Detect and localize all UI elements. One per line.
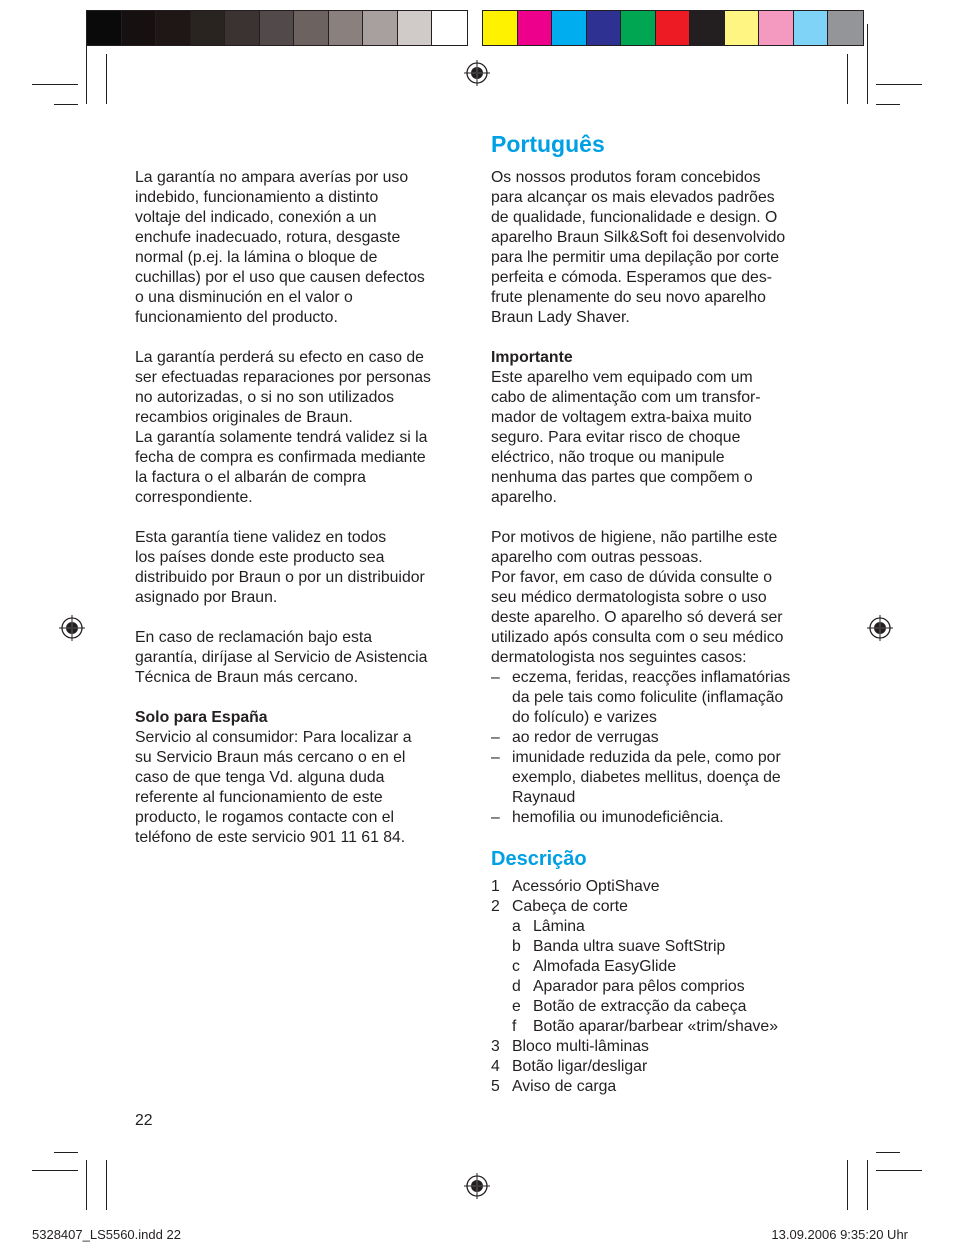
text-line: Este aparelho vem equipado com um [491,369,753,386]
color-swatch [156,11,191,45]
list-item [491,728,831,748]
text-line: La garantía no ampara averías por uso [135,169,409,186]
crop-mark [876,84,922,85]
list-item-text: eczema, feridas, reacções inflamatórias [512,669,791,686]
text-line: utilizado após consulta com o seu médico [491,629,784,646]
text-line: La garantía solamente tendrá validez si la [135,429,428,446]
text-line: seguro. Para evitar risco de choque [491,429,741,446]
list-item [491,708,831,728]
part-item [491,957,831,977]
list-item-text: ao redor de verrugas [512,729,659,746]
part-label: Cabeça de corte [512,898,628,915]
part-label: Botão ligar/desligar [512,1058,648,1075]
parts-list [491,877,831,1097]
registration-mark-icon [464,1173,490,1199]
text-line: para lhe permitir uma depilação por corte [491,249,780,266]
left-column [135,168,475,848]
registration-mark-icon [464,60,490,86]
color-swatch [828,11,863,45]
text-line: garantía, diríjase al Servicio de Asistencia [135,649,428,666]
part-item [491,937,831,957]
footer-file-info: 5328407_LS5560.indd 22 [32,1227,181,1242]
part-label: Aviso de carga [512,1078,617,1095]
hygiene-paragraph [491,528,831,668]
crop-mark [847,1160,848,1210]
list-item-text: hemofilia ou imunodeficiência. [512,809,724,826]
text-line: recambios originales de Braun. [135,409,353,426]
text-line: teléfono de este servicio 901 11 61 84. [135,829,406,846]
text-line: Por motivos de higiene, não partilhe este [491,529,778,546]
part-item [491,997,831,1017]
part-item [491,977,831,997]
color-swatch [552,11,587,45]
text-line: frute plenamente do seu novo aparelho [491,289,766,306]
text-line: la factura o el albarán de compra [135,469,366,486]
text-line: deste aparelho. O aparelho só deverá ser [491,609,783,626]
registration-mark-icon [59,615,85,641]
part-item [491,1077,831,1097]
text-line: distribuido por Braun o por un distribuidor [135,569,425,586]
list-item [491,668,831,688]
part-marker: d [512,978,521,995]
color-swatch [432,11,467,45]
crop-mark [32,1170,78,1171]
part-marker: 4 [491,1058,500,1075]
crop-mark [876,104,900,105]
crop-mark [847,54,848,104]
warranty-exclusions-paragraph [135,168,475,328]
contraindication-list [491,668,831,828]
text-line: para alcançar os mais elevados padrões [491,189,775,206]
text-line: cabo de alimentação com um transfor- [491,389,761,406]
part-marker: b [512,938,521,955]
text-line: de qualidade, funcionalidade e design. O [491,209,778,226]
dash-marker [491,768,512,788]
part-marker: f [512,1018,517,1035]
part-label: Botão de extracção da cabeça [533,998,747,1015]
part-marker: e [512,998,521,1015]
color-swatch [621,11,656,45]
dash-marker [491,788,512,808]
part-marker: c [512,958,520,975]
color-swatch [759,11,794,45]
list-item-text: do folículo) e varizes [512,709,657,726]
right-column [491,130,831,1097]
part-item [491,917,831,937]
text-line: caso de que tenga Vd. alguna duda [135,769,385,786]
text-line: producto, le rogamos contacte con el [135,809,395,826]
part-label: Banda ultra suave SoftStrip [533,938,726,955]
process-color-bar [482,10,864,46]
important-heading: Importante [491,349,573,366]
text-line: aparelho. [491,489,557,506]
part-label: Botão aparar/barbear «trim/shave» [533,1018,778,1035]
crop-mark [86,24,87,104]
text-line: nenhuma das partes que compõem o [491,469,753,486]
part-label: Almofada EasyGlide [533,958,677,975]
color-swatch [363,11,398,45]
part-marker: a [512,918,521,935]
text-line: seu médico dermatologista sobre o uso [491,589,767,606]
crop-mark [86,1160,87,1210]
part-item [491,897,831,917]
color-swatch [191,11,226,45]
consumer-service-paragraph [135,728,475,848]
text-line: fecha de compra es confirmada mediante [135,449,426,466]
text-line: indebido, funcionamiento a distinto [135,189,379,206]
color-swatch [225,11,260,45]
color-swatch [122,11,157,45]
text-line: Por favor, em caso de dúvida consulte o [491,569,772,586]
text-line: Técnica de Braun más cercano. [135,669,359,686]
color-swatch [483,11,518,45]
color-swatch [87,11,122,45]
important-paragraph [491,368,831,508]
section-title-portugues: Português [491,131,605,157]
text-line: Os nossos produtos foram concebidos [491,169,761,186]
part-item [491,877,831,897]
text-line: voltaje del indicado, conexión a un [135,209,377,226]
part-marker: 5 [491,1078,500,1095]
text-line: o una disminución en el valor o [135,289,353,306]
dash-marker: – [491,809,500,826]
list-item-text: da pele tais como foliculite (inflamação [512,689,784,706]
color-swatch [725,11,760,45]
color-swatch [260,11,295,45]
text-line: Braun Lady Shaver. [491,309,630,326]
registration-mark-icon [867,615,893,641]
list-item-text: imunidade reduzida da pele, como por [512,749,781,766]
footer-timestamp: 13.09.2006 9:35:20 Uhr [771,1227,908,1242]
color-swatch [518,11,553,45]
text-line: asignado por Braun. [135,589,278,606]
crop-mark [54,1152,78,1153]
text-line: referente al funcionamiento de este [135,789,383,806]
dash-marker: – [491,729,500,746]
crop-mark [876,1170,922,1171]
text-line: su Servicio Braun más cercano o en el [135,749,406,766]
text-line: ser efectuadas reparaciones por personas [135,369,431,386]
warranty-void-paragraph [135,348,475,508]
spain-only-heading: Solo para España [135,709,268,726]
part-marker: 3 [491,1038,500,1055]
text-line: eléctrico, não troque ou manipule [491,449,725,466]
text-line: enchufe inadecuado, rotura, desgaste [135,229,401,246]
part-label: Acessório OptiShave [512,878,660,895]
text-line: no autorizadas, o si no son utilizados [135,389,395,406]
list-item-text: exemplo, diabetes mellitus, doença de [512,769,781,786]
part-marker: 1 [491,878,500,895]
crop-mark [54,104,78,105]
text-line: funcionamiento del producto. [135,309,338,326]
crop-mark [876,1152,900,1153]
part-label: Lâmina [533,918,585,935]
color-swatch [587,11,622,45]
text-line: los países donde este producto sea [135,549,385,566]
crop-mark [32,84,78,85]
part-marker: 2 [491,898,500,915]
dash-marker [491,708,512,728]
list-item [491,748,831,768]
text-line: cuchillas) por el uso que causen defectos [135,269,425,286]
text-line: Esta garantía tiene validez en todos [135,529,387,546]
color-swatch [794,11,829,45]
text-line: dermatologista nos seguintes casos: [491,649,747,666]
intro-paragraph [491,168,831,328]
list-item [491,788,831,808]
part-item [491,1057,831,1077]
list-item [491,808,831,828]
dash-marker [491,688,512,708]
part-label: Aparador para pêlos comprios [533,978,745,995]
part-label: Bloco multi-lâminas [512,1038,649,1055]
list-item [491,688,831,708]
text-line: Servicio al consumidor: Para localizar a [135,729,412,746]
dash-marker: – [491,669,500,686]
page-number: 22 [135,1112,153,1129]
text-line: En caso de reclamación bajo esta [135,629,373,646]
list-item-text: Raynaud [512,789,576,806]
color-swatch [329,11,364,45]
color-swatch [294,11,329,45]
text-line: perfeita e cómoda. Esperamos que des- [491,269,772,286]
grayscale-color-bar [86,10,468,46]
color-swatch [398,11,433,45]
warranty-claim-paragraph [135,628,475,688]
crop-mark [106,1160,107,1210]
text-line: aparelho com outras pessoas. [491,549,703,566]
crop-mark [867,24,868,104]
section-title-descricao: Descrição [491,848,587,870]
color-swatch [656,11,691,45]
dash-marker: – [491,749,500,766]
text-line: mador de voltagem extra-baixa muito [491,409,752,426]
part-item [491,1017,831,1037]
crop-mark [867,1160,868,1210]
text-line: La garantía perderá su efecto en caso de [135,349,424,366]
color-swatch [690,11,725,45]
text-line: normal (p.ej. la lámina o bloque de [135,249,378,266]
crop-mark [106,54,107,104]
text-line: correspondiente. [135,489,253,506]
list-item [491,768,831,788]
part-item [491,1037,831,1057]
text-line: aparelho Braun Silk&Soft foi desenvolvido [491,229,786,246]
warranty-validity-paragraph [135,528,475,608]
